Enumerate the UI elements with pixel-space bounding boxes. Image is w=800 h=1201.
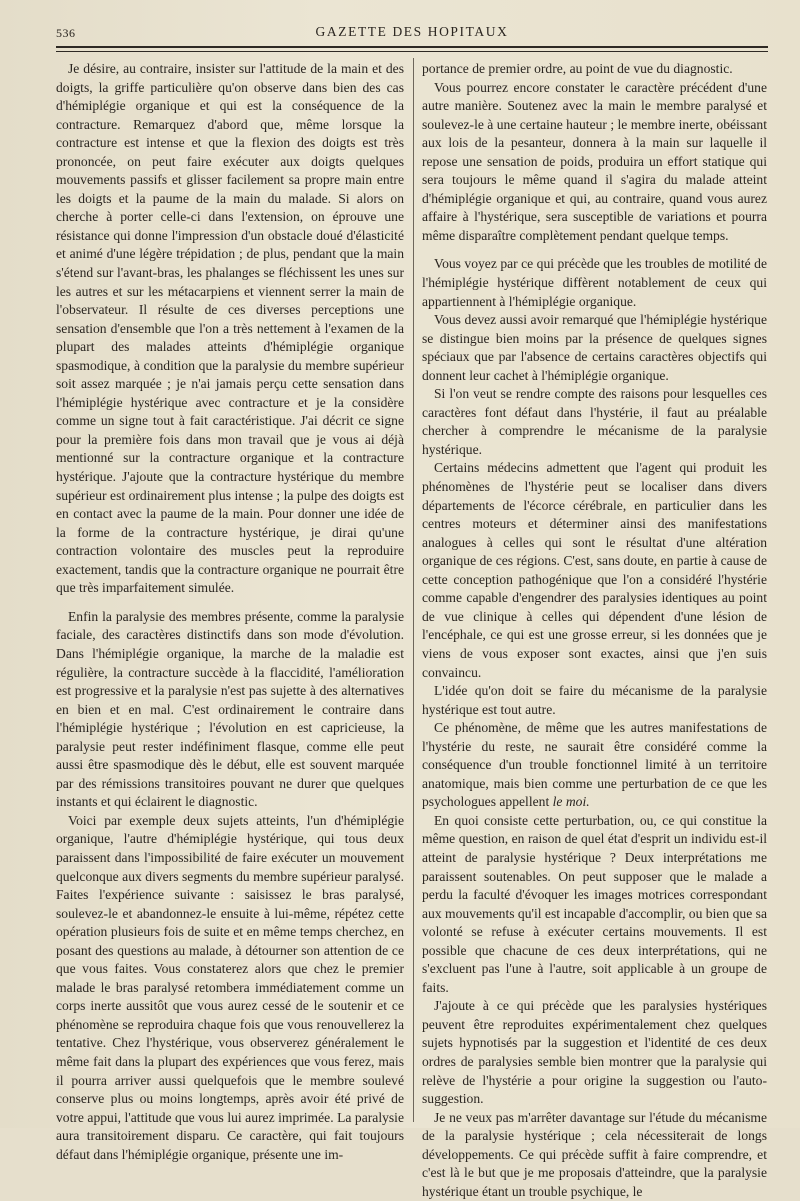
paragraph: Certains médecins admettent que l'agent qui produit les phénomènes de l'hystérie peut se localiser dans divers départements de l'écorce cérébrale, en particulier dans les centres moteurs et déterminer ainsi des manifestations analogues à celles qui sont le résultat d'une altération organique de ces régions. C'est, sans doute, en partie à cause de cette conception pathogénique que l'on a considéré l'hystérie comme capable d'engendrer des paralysies identiques au point de vue clinique à celles qui dépendent d'une lésion de l'encéphale, ce qui est une grosse erreur, si les données que je viens de vous exposer sont exactes, ainsi que j'en suis convaincu.	[422, 460, 767, 680]
paragraph: En quoi consiste cette perturbation, ou, ce qui constitue la même question, en raison de quel état d'esprit un individu est-il atteint de paralysie hystérique ? Deux interprétations me paraissent soutenables. On peut supposer que le malade a perdu la faculté d'évoquer les images motrices correspondant aux mouvements qu'il est incapable d'accomplir, ou bien que sa volonté se refuse à exécuter certains mouvements. Il est possible que chacune de ces deux interprétations, qui ne s'excluent pas l'une à l'autre, soit applicable à un groupe de faits.	[422, 812, 767, 995]
header-rule-thick	[56, 46, 768, 48]
paragraph: J'ajoute à ce qui précède que les paralysies hystériques peuvent être reproduites expérimentalement chez quelques sujets hypnotisés par la suggestion et l'identité de ces deux ordres de paralysies semble bien montrer que la paralysie qui relève de l'hystérie a pour origine la suggestion ou l'auto-suggestion.	[422, 998, 767, 1107]
paragraph	[422, 719, 767, 812]
paragraph: L'idée qu'on doit se faire du mécanisme de la paralysie hystérique est tout autre.	[422, 683, 767, 717]
right-column	[422, 60, 767, 1199]
page-number: 536	[56, 26, 76, 40]
paragraph: Je désire, au contraire, insister sur l'attitude de la main et des doigts, la griffe particulière qu'on observe dans bien des cas d'hémiplégie organique et qui est la conséquence de la contracture. Remarquez d'abord que, même lorsque la contracture est intense et que la flexion des doigts est très prononcée, on peut faire exécuter aux doigts quelques mouvements passifs et glisser facilement sa propre main entre les doigts et la paume de la main du malade. Si alors on cherche à porter celle-ci dans l'extension, on éprouve une résistance qui donne l'impression d'un obstacle doué d'élasticité et animé d'une légère trépidation ; de plus, pendant que la main s'étend sur l'avant-bras, les phalanges se fléchissent les unes sur les autres et sur les métacarpiens et viennent serrer la main de l'observateur. Il résulte de ces diverses perceptions une sensation d'ensemble que l'on a très nettement à l'examen de la plupart des malades atteints d'hémiplégie organique spasmodique, à condition que la paralysie du membre supérieur soit assez marquée ; je n'ai jamais perçu cette sensation dans l'hémiplégie hystérique avec contracture et je la considère comme un signe tout à fait caractéristique. J'ai décrit ce signe pour la première fois dans mon travail que je vous ai déjà mentionné sur la contracture organique et la contracture hystérique. J'ajoute que la contracture hystérique du membre supérieur est ordinairement plus intense ; la pulpe des doigts est en contact avec la paume de la main. Pour donner une idée de la forme de la contracture hystérique, je dirai qu'une contraction volontaire des muscles peut la reproduire exactement, tandis que la contracture organique ne pourrait être que très imparfaitement simulée.	[56, 61, 404, 596]
paragraph: Vous devez aussi avoir remarqué que l'hémiplégie hystérique se distingue bien moins par la présence de quelques signes spéciaux que par l'absence de certains caractères objectifs qui donnent leur cachet à l'hémiplégie organique.	[422, 312, 767, 383]
left-column	[56, 60, 404, 1162]
header-rule-thin	[56, 51, 768, 52]
paragraph-continuation: portance de premier ordre, au point de vue du diagnostic.	[422, 61, 733, 76]
paragraph: Vous voyez par ce qui précède que les troubles de motilité de l'hémiplégie hystérique diffèrent notablement de ceux qui appartiennent à l'hémiplégie organique.	[422, 256, 767, 309]
paragraph: Si l'on veut se rendre compte des raisons pour lesquelles ces caractères font défaut dans l'hystérie, il faut au préalable chercher à comprendre le mécanisme de la paralysie hystérique.	[422, 386, 767, 457]
column-divider	[413, 58, 414, 1122]
page-header	[56, 22, 768, 44]
paragraph: Vous pourrez encore constater le caractère précédent d'une autre manière. Soutenez avec la main le membre paralysé et soulevez-le à une certaine hauteur ; le membre inerte, obéissant aux lois de la pesanteur, donnera à la main sur laquelle il repose une sensation de poids, produira un effort statique qui sera toujours le même quand il s'agira du malade atteint d'hémiplégie organique et qui, au contraire, quand vous aurez affaire à l'hystérique, sera susceptible de variations et pourra même disparaître complètement pendant quelque temps.	[422, 79, 767, 243]
paragraph: Voici par exemple deux sujets atteints, l'un d'hémiplégie organique, l'autre d'hémiplégie hystérique, qui tous deux paraissent dans l'impossibilité de faire exécuter un mouvement quelconque aux divers segments du membre supérieur paralysé. Faites l'expérience suivante : saisissez le bras paralysé, soulevez-le et abandonnez-le ensuite à lui-même, répétez cette opération plusieurs fois de suite et en même temps cherchez, en posant des questions au malade, à détourner son attention de ce que vous faites. Vous constaterez alors que chez le premier malade le bras paralysé retombera immédiatement comme un corps inerte aussitôt que vous aurez cessé de le soutenir et ce phénomène se reproduira chaque fois que vous renouvellerez la tentative. Chez l'hystérique, vous observerez généralement le même fait dans la plupart des expériences que vous ferez, mais il pourra arriver aussi quelquefois que le membre soulevé conserve plus ou moins longtemps, après avoir été privé de votre appui, l'attitude que vous lui aurez imprimée. La paralysie aura transitoirement disparu. Ce caractère, qui fait toujours défaut dans l'hémiplégie organique, présente une im-	[56, 812, 404, 1162]
journal-title: GAZETTE DES HOPITAUX	[315, 24, 509, 39]
paragraph: Je ne veux pas m'arrêter davantage sur l'étude du mécanisme de la paralysie hystérique ; cela nécessiterait de longs développements. Ce qui précède suffit à faire comprendre, et c'est là le but que je me proposais d'atteindre, que la paralysie hystérique étant un trouble psychique, le	[422, 1109, 767, 1199]
paragraph: Enfin la paralysie des membres présente, comme la paralysie faciale, des caractères distinctifs dans son mode d'évolution. Dans l'hémiplégie organique, la marche de la maladie est régulière, la contracture succède à la flaccidité, l'amélioration est progressive et la paralysie n'est pas sujette à des alternatives en bien et en mal. C'est ordinairement le contraire dans l'hémiplégie hystérique ; l'évolution en est capricieuse, la paralysie peut rester indéfiniment flasque, comme elle peut aussi être spasmodique dès le début, elle est souvent marquée par des rémissions transitoires pouvant ne durer que quelques instants et qui éclairent le diagnostic.	[56, 608, 404, 810]
paragraph-text: Ce phénomène, de même que les autres manifestations de l'hystérie du reste, ne saurait être considéré comme la conséquence d'un trouble fonctionnel limité à un territoire anatomique, mais bien comme une perturbation de ce que les psychologues appellent	[422, 720, 767, 810]
italic-term: le moi.	[552, 794, 590, 810]
